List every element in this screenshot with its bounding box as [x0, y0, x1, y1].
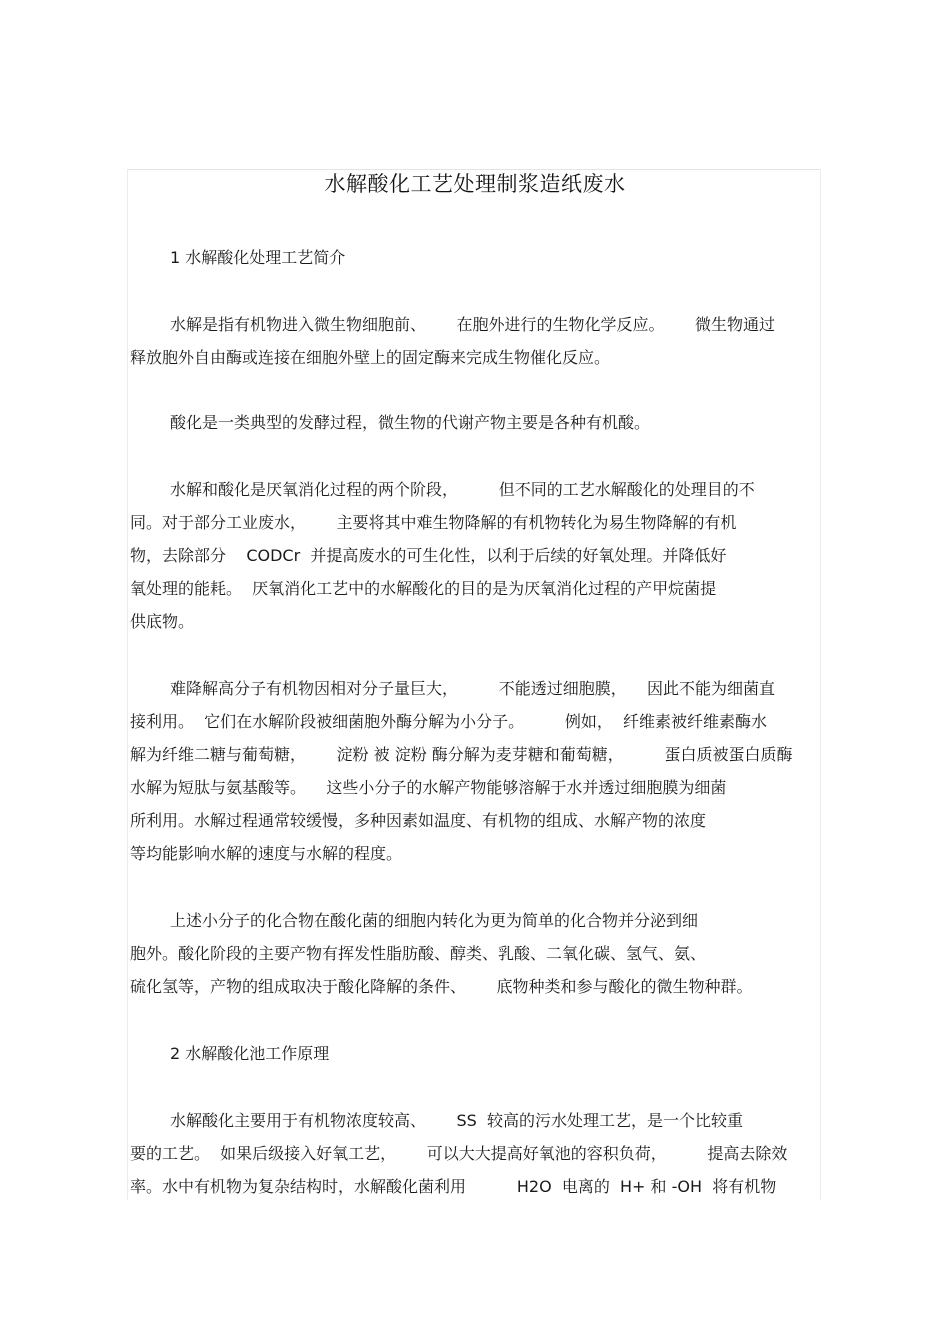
paragraph-line: 水解和酸化是厌氧消化过程的两个阶段， 但不同的工艺水解酸化的处理目的不 [170, 480, 755, 499]
paragraph-line: 释放胞外自由酶或连接在细胞外壁上的固定酶来完成生物催化反应。 [130, 348, 611, 367]
paragraph-line: 氧处理的能耗。 厌氧消化工艺中的水解酸化的目的是为厌氧消化过程的产甲烷菌提 [130, 579, 717, 598]
document-title: 水解酸化工艺处理制浆造纸废水 [324, 172, 626, 196]
paragraph-line: 所利用。水解过程通常较缓慢，多种因素如温度、有机物的组成、水解产物的浓度 [130, 811, 707, 830]
paragraph-line: 率。水中有机物为复杂结构时，水解酸化菌利用 H2O 电离的 H+ 和 -OH 将有机物 [130, 1177, 777, 1196]
paragraph-line: 供底物。 [130, 612, 195, 631]
paragraph-line: 酸化是一类典型的发酵过程，微生物的代谢产物主要是各种有机酸。 [170, 413, 651, 432]
paragraph-line: 难降解高分子有机物因相对分子量巨大， 不能透过细胞膜， 因此不能为细菌直 [170, 679, 776, 698]
paragraph-line: 水解是指有机物进入微生物细胞前、 在胞外进行的生物化学反应。 微生物通过 [170, 315, 776, 334]
paragraph-line: 水解酸化主要用于有机物浓度较高、 SS 较高的污水处理工艺，是一个比较重 [170, 1111, 744, 1130]
paragraph-line: 接利用。 它们在水解阶段被细菌胞外酶分解为小分子。 例如， 纤维素被纤维素酶水 [130, 712, 768, 731]
paragraph-line: 水解为短肽与氨基酸等。 这些小分子的水解产物能够溶解于水并透过细胞膜为细菌 [130, 778, 727, 797]
section-heading-2: 2 水解酸化池工作原理 [170, 1044, 330, 1063]
paragraph-line: 等均能影响水解的速度与水解的程度。 [130, 844, 403, 863]
paragraph-line: 解为纤维二糖与葡萄糖， 淀粉 被 淀粉 酶分解为麦芽糖和葡萄糖， 蛋白质被蛋白质酶 [130, 745, 793, 764]
section-heading-1: 1 水解酸化处理工艺简介 [170, 248, 346, 267]
paragraph-line: 上述小分子的化合物在酸化菌的细胞内转化为更为简单的化合物并分泌到细 [170, 911, 699, 930]
paragraph-line: 硫化氢等，产物的组成取决于酸化降解的条件、 底物种类和参与酸化的微生物种群。 [130, 977, 753, 996]
paragraph-line: 物，去除部分 CODCr 并提高废水的可生化性，以利于后续的好氧处理。并降低好 [130, 546, 727, 565]
paragraph-line: 同。对于部分工业废水， 主要将其中难生物降解的有机物转化为易生物降解的有机 [130, 513, 737, 532]
paragraph-line: 要的工艺。 如果后级接入好氧工艺， 可以大大提高好氧池的容积负荷， 提高去除效 [130, 1144, 788, 1163]
paragraph-line: 胞外。酸化阶段的主要产物有挥发性脂肪酸、醇类、乳酸、二氧化碳、氢气、氨、 [130, 944, 707, 963]
